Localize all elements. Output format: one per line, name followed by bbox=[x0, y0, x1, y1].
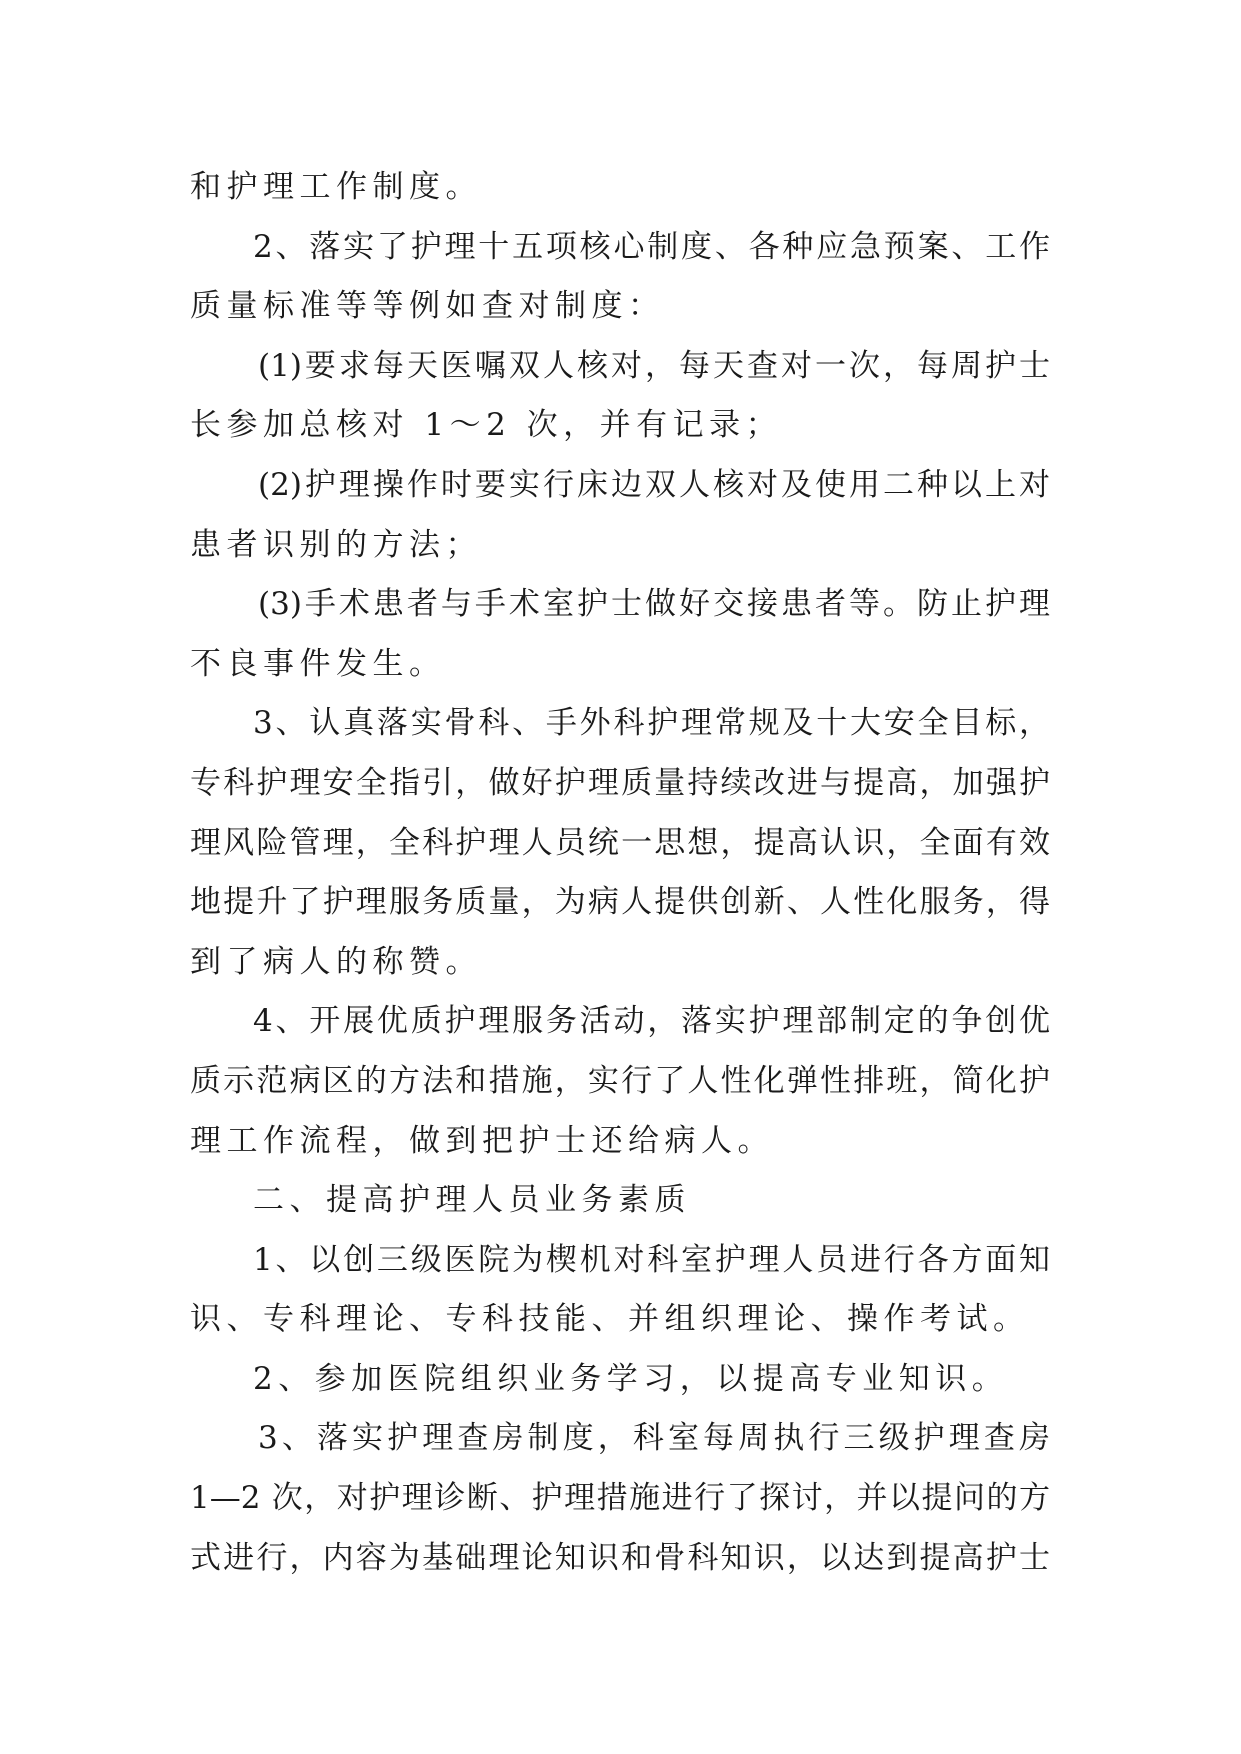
text-line: 质示范病区的方法和措施，实行了人性化弹性排班，简化护 bbox=[190, 1062, 1050, 1099]
text-line: (2)护理操作时要实行床边双人核对及使用二种以上对 bbox=[258, 466, 1050, 503]
document-body bbox=[190, 158, 1050, 1588]
text-line: 长参加总核对 1～2 次，并有记录； bbox=[190, 407, 783, 444]
text-line: 和护理工作制度。 bbox=[190, 169, 482, 205]
text-line: 理风险管理，全科护理人员统一思想，提高认识，全面有效 bbox=[190, 824, 1050, 861]
section-heading: 二、提高护理人员业务素质 bbox=[253, 1182, 691, 1219]
text-line: 不良事件发生。 bbox=[190, 645, 446, 682]
text-line: 1—2 次，对护理诊断、护理措施进行了探讨，并以提问的方 bbox=[190, 1480, 1050, 1517]
text-line: 到了病人的称赞。 bbox=[190, 943, 482, 980]
text-line: 式进行，内容为基础理论知识和骨科知识，以达到提高护士 bbox=[190, 1539, 1050, 1576]
text-line: 2、落实了护理十五项核心制度、各种应急预案、工作 bbox=[253, 228, 1050, 265]
text-line: (3)手术患者与手术室护士做好交接患者等。防止护理 bbox=[258, 586, 1050, 623]
text-line: 识、专科理论、专科技能、并组织理论、操作考试。 bbox=[190, 1301, 1030, 1338]
text-line: 患者识别的方法； bbox=[190, 526, 482, 563]
text-line: 3、认真落实骨科、手外科护理常规及十大安全目标， bbox=[253, 705, 1050, 742]
text-line: 4、开展优质护理服务活动，落实护理部制定的争创优 bbox=[253, 1003, 1050, 1040]
text-line: 理工作流程，做到把护士还给病人。 bbox=[190, 1122, 774, 1159]
text-line: 质量标准等等例如查对制度： bbox=[190, 288, 665, 325]
text-line: 3、落实护理查房制度，科室每周执行三级护理查房 bbox=[258, 1420, 1050, 1457]
text-line: 1、以创三级医院为楔机对科室护理人员进行各方面知 bbox=[253, 1241, 1050, 1278]
text-line: 专科护理安全指引，做好护理质量持续改进与提高，加强护 bbox=[190, 764, 1050, 801]
text-line: 地提升了护理服务质量，为病人提供创新、人性化服务，得 bbox=[190, 884, 1050, 921]
text-line: (1)要求每天医嘱双人核对，每天查对一次，每周护士 bbox=[258, 347, 1050, 384]
text-line: 2、参加医院组织业务学习，以提高专业知识。 bbox=[253, 1360, 1009, 1397]
